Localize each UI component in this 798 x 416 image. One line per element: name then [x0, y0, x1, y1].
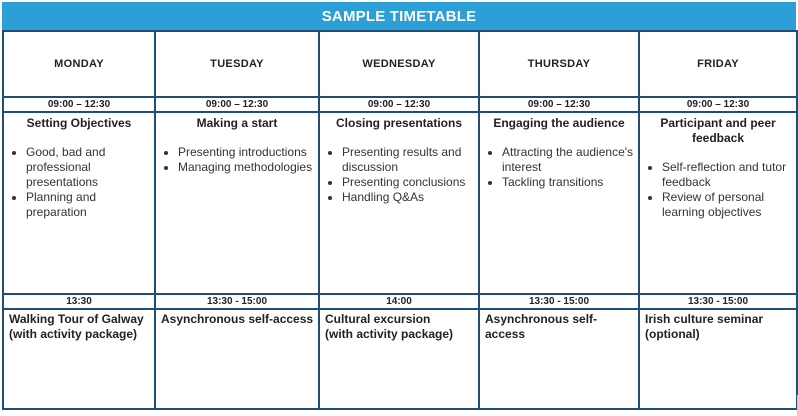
afternoon-friday — [639, 309, 797, 409]
day-wednesday: WEDNESDAY — [319, 31, 479, 97]
session-title: Closing presentations — [335, 116, 463, 130]
afternoon-time-wednesday: 14:00 — [319, 294, 479, 309]
session-wednesday — [319, 112, 479, 294]
morning-time-thursday: 09:00 – 12:30 — [479, 97, 639, 112]
topic-item: • Presenting introductions — [178, 145, 318, 160]
afternoon-monday — [3, 309, 155, 409]
afternoon-time-row — [3, 294, 797, 309]
session-topics — [4, 145, 154, 220]
session-tuesday — [155, 112, 319, 294]
topic-item: • Presenting conclusions — [342, 175, 478, 190]
afternoon-time-monday: 13:30 — [3, 294, 155, 309]
day-tuesday: TUESDAY — [155, 31, 319, 97]
day-header-row — [3, 31, 797, 97]
afternoon-time-thursday: 13:30 - 15:00 — [479, 294, 639, 309]
afternoon-title: Walking Tour of Galway (with activity package) — [9, 312, 144, 341]
session-friday — [639, 112, 797, 294]
afternoon-title: Asynchronous self-access — [161, 312, 314, 326]
session-topics — [156, 145, 318, 175]
afternoon-title: Cultural excursion (with activity package) — [325, 312, 454, 341]
session-title: Making a start — [196, 116, 278, 130]
afternoon-wednesday — [319, 309, 479, 409]
morning-time-friday: 09:00 – 12:30 — [639, 97, 797, 112]
topic-item: • Handling Q&As — [342, 190, 478, 205]
session-topics — [320, 145, 478, 205]
day-monday: MONDAY — [3, 31, 155, 97]
topic-item: • Managing methodologies — [178, 160, 318, 175]
day-friday: FRIDAY — [639, 31, 797, 97]
morning-time-wednesday: 09:00 – 12:30 — [319, 97, 479, 112]
afternoon-thursday — [479, 309, 639, 409]
afternoon-tuesday — [155, 309, 319, 409]
topic-item: • Good, bad and professional presentations — [26, 145, 154, 190]
afternoon-activity-row — [3, 309, 797, 409]
afternoon-time-friday: 13:30 - 15:00 — [639, 294, 797, 309]
topic-item: • Self-reflection and tutor feedback — [662, 160, 796, 190]
afternoon-title: Asynchronous self-access — [485, 312, 598, 341]
morning-time-tuesday: 09:00 – 12:30 — [155, 97, 319, 112]
timetable-grid — [2, 30, 798, 410]
session-topics — [480, 145, 638, 190]
topic-item: • Attracting the audience's interest — [502, 145, 638, 175]
session-title: Engaging the audience — [493, 116, 625, 130]
timetable-title: SAMPLE TIMETABLE — [2, 2, 796, 30]
morning-session-row — [3, 112, 797, 294]
morning-time-row — [3, 97, 797, 112]
afternoon-time-tuesday: 13:30 - 15:00 — [155, 294, 319, 309]
morning-time-monday: 09:00 – 12:30 — [3, 97, 155, 112]
session-title: Participant and peer feedback — [660, 116, 776, 145]
afternoon-title: Irish culture seminar (optional) — [645, 312, 764, 341]
topic-item: • Planning and preparation — [26, 190, 154, 220]
session-monday — [3, 112, 155, 294]
day-thursday: THURSDAY — [479, 31, 639, 97]
topic-item: • Review of personal learning objectives — [662, 190, 796, 220]
topic-item: • Presenting results and discussion — [342, 145, 478, 175]
session-title: Setting Objectives — [26, 116, 132, 130]
topic-item: • Tackling transitions — [502, 175, 638, 190]
session-thursday — [479, 112, 639, 294]
session-topics — [640, 160, 796, 220]
